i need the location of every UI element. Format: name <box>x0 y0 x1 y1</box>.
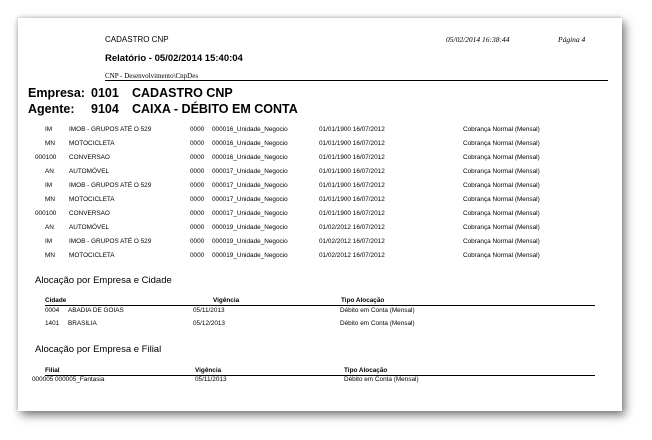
row-type: Cobrança Normal (Mensal) <box>463 182 540 189</box>
filial-tipo: Débito em Conta (Mensal) <box>344 376 419 383</box>
row-desc: AUTOMÓVEL <box>69 168 110 175</box>
row-code: AN <box>45 168 54 175</box>
row-dates: 01/02/2012 16/07/2012 <box>319 252 385 259</box>
row-dates: 01/02/2012 16/07/2012 <box>319 238 385 245</box>
row-unit: 000017_Unidade_Negocio <box>212 196 288 203</box>
cidade-code: 0004 <box>45 307 60 314</box>
filial-header-divider <box>45 375 595 376</box>
empresa-name: CADASTRO CNP <box>132 86 233 100</box>
row-zero: 0000 <box>190 224 205 231</box>
row-type: Cobrança Normal (Mensal) <box>463 154 540 161</box>
row-dates: 01/01/1900 16/07/2012 <box>319 154 385 161</box>
row-desc: IMOB - GRUPOS ATÉ O 529 <box>69 182 152 189</box>
header-divider <box>105 80 608 81</box>
row-code: IM <box>45 182 53 189</box>
row-type: Cobrança Normal (Mensal) <box>463 196 540 203</box>
row-code: MN <box>45 252 55 259</box>
filial-name: 000005_Fantasia <box>55 376 105 383</box>
print-timestamp: 05/02/2014 16:38:44 <box>446 35 510 44</box>
row-desc: CONVERSAO <box>69 154 110 161</box>
table-row <box>18 126 622 138</box>
row-dates: 01/01/1900 16/07/2012 <box>319 210 385 217</box>
filial-section-title: Alocação por Empresa e Filial <box>35 344 162 355</box>
row-code: 000100 <box>35 210 57 217</box>
agente-name: CAIXA - DÉBITO EM CONTA <box>132 102 298 116</box>
row-unit: 000019_Unidade_Negocio <box>212 224 288 231</box>
row-zero: 0000 <box>190 210 205 217</box>
row-zero: 0000 <box>190 126 205 133</box>
empresa-code: 0101 <box>91 86 119 100</box>
row-unit: 000019_Unidade_Negocio <box>212 238 288 245</box>
row-dates: 01/02/2012 16/07/2012 <box>319 224 385 231</box>
row-code: AN <box>45 224 54 231</box>
table-row <box>18 210 622 222</box>
cidade-section-title: Alocação por Empresa e Cidade <box>35 275 172 286</box>
row-unit: 000016_Unidade_Negocio <box>212 140 288 147</box>
cidade-header-divider <box>45 305 595 306</box>
row-zero: 0000 <box>190 238 205 245</box>
row-desc: MOTOCICLETA <box>69 252 115 259</box>
cidade-code: 1401 <box>45 320 60 327</box>
row-desc: MOTOCICLETA <box>69 196 115 203</box>
row-zero: 0000 <box>190 154 205 161</box>
row-desc: AUTOMÓVEL <box>69 224 110 231</box>
row-type: Cobrança Normal (Mensal) <box>463 224 540 231</box>
row-desc: MOTOCICLETA <box>69 140 115 147</box>
row-desc: CONVERSAO <box>69 210 110 217</box>
row-desc: IMOB - GRUPOS ATÉ O 529 <box>69 126 152 133</box>
row-zero: 0000 <box>190 140 205 147</box>
cidade-vigencia: 05/12/2013 <box>193 320 225 327</box>
report-path: CNP - Desenvolvimento\CnpDes <box>105 72 199 80</box>
row-dates: 01/01/1900 16/07/2012 <box>319 168 385 175</box>
col-header-vigencia: Vigência <box>195 367 222 374</box>
row-code: 000100 <box>35 154 57 161</box>
cidade-tipo: Débito em Conta (Mensal) <box>340 307 415 314</box>
row-unit: 000016_Unidade_Negocio <box>212 126 288 133</box>
row-type: Cobrança Normal (Mensal) <box>463 168 540 175</box>
row-unit: 000017_Unidade_Negocio <box>212 182 288 189</box>
table-row <box>18 238 622 250</box>
row-dates: 01/01/1900 16/07/2012 <box>319 196 385 203</box>
page-number: Página 4 <box>558 35 586 44</box>
row-dates: 01/01/1900 16/07/2012 <box>319 140 385 147</box>
row-code: MN <box>45 196 55 203</box>
row-zero: 0000 <box>190 168 205 175</box>
cidade-tipo: Débito em Conta (Mensal) <box>340 320 415 327</box>
table-row <box>18 182 622 194</box>
cidade-vigencia: 05/11/2013 <box>193 307 225 314</box>
row-unit: 000019_Unidade_Negocio <box>212 252 288 259</box>
row-zero: 0000 <box>190 252 205 259</box>
col-header-filial: Filial <box>45 367 60 374</box>
row-unit: 000016_Unidade_Negocio <box>212 154 288 161</box>
filial-code: 000005 <box>32 376 54 383</box>
table-row <box>18 154 622 166</box>
table-row <box>18 140 622 152</box>
table-row <box>18 252 622 264</box>
col-header-vigencia: Vigência <box>213 297 240 304</box>
row-dates: 01/01/1900 16/07/2012 <box>319 126 385 133</box>
report-header-title: CADASTRO CNP <box>105 35 169 44</box>
table-row <box>18 196 622 208</box>
row-code: MN <box>45 140 55 147</box>
row-type: Cobrança Normal (Mensal) <box>463 126 540 133</box>
agente-label: Agente: <box>28 102 75 116</box>
filial-vigencia: 05/11/2013 <box>195 376 227 383</box>
row-zero: 0000 <box>190 182 205 189</box>
row-type: Cobrança Normal (Mensal) <box>463 238 540 245</box>
row-type: Cobrança Normal (Mensal) <box>463 140 540 147</box>
cidade-name: ABADIA DE GOIAS <box>68 307 124 314</box>
agente-code: 9104 <box>91 102 119 116</box>
row-type: Cobrança Normal (Mensal) <box>463 252 540 259</box>
row-code: IM <box>45 238 53 245</box>
row-desc: IMOB - GRUPOS ATÉ O 529 <box>69 238 152 245</box>
row-unit: 000017_Unidade_Negocio <box>212 168 288 175</box>
report-title: Relatório - 05/02/2014 15:40:04 <box>105 53 243 64</box>
empresa-label: Empresa: <box>28 86 85 100</box>
row-dates: 01/01/1900 16/07/2012 <box>319 182 385 189</box>
report-page <box>18 18 622 411</box>
col-header-cidade: Cidade <box>45 297 67 304</box>
table-row <box>18 224 622 236</box>
row-type: Cobrança Normal (Mensal) <box>463 210 540 217</box>
col-header-tipo: Tipo Alocação <box>341 297 385 304</box>
row-zero: 0000 <box>190 196 205 203</box>
row-code: IM <box>45 126 53 133</box>
table-row <box>18 168 622 180</box>
col-header-tipo: Tipo Alocação <box>344 367 388 374</box>
cidade-name: BRASILIA <box>68 320 97 327</box>
row-unit: 000017_Unidade_Negocio <box>212 210 288 217</box>
